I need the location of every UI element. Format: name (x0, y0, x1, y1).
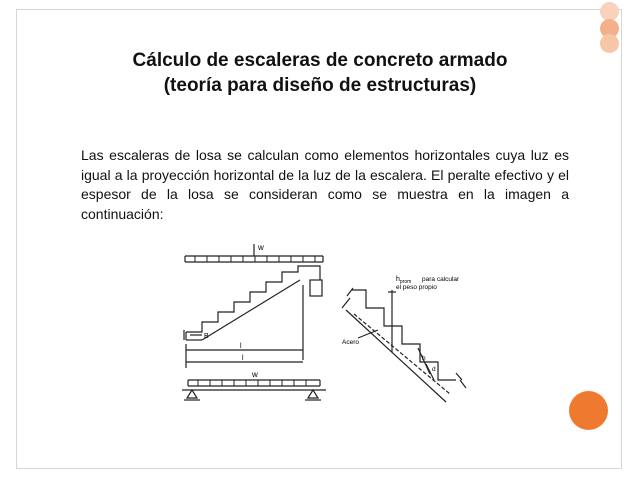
label-acero: Acero (342, 339, 359, 346)
decor-circle-top-3 (600, 34, 619, 53)
label-b: B (204, 333, 209, 340)
label-w-top: w (258, 243, 264, 252)
decor-circle-bottom (569, 391, 608, 430)
label-h-prom: $h_{prom}$ (396, 276, 412, 285)
stair-load-diagram (180, 240, 330, 410)
label-l-upper: l (240, 343, 242, 350)
title-line-2: (teoría para diseño de estructuras) (163, 75, 477, 96)
label-w-bottom: w (252, 370, 258, 379)
slide-body-text: Las escaleras de losa se calculan como elementos horizontales cuya luz es igual a la proyección horizontal de la luz de la escalera. El peralte efectivo y el espesor de la losa se consideran como se muestra en la imagen a continuación: (81, 147, 569, 222)
slide-title (60, 48, 580, 98)
label-l-lower: l (242, 355, 244, 362)
label-h-small: h (422, 355, 426, 362)
note-line-2: el peso propio (396, 284, 437, 291)
slab-section-diagram (338, 268, 478, 403)
title-line-1: Cálculo de escaleras de concreto armado (132, 50, 508, 71)
note-line-1: para calcular (422, 276, 460, 283)
label-d: d (432, 366, 436, 373)
